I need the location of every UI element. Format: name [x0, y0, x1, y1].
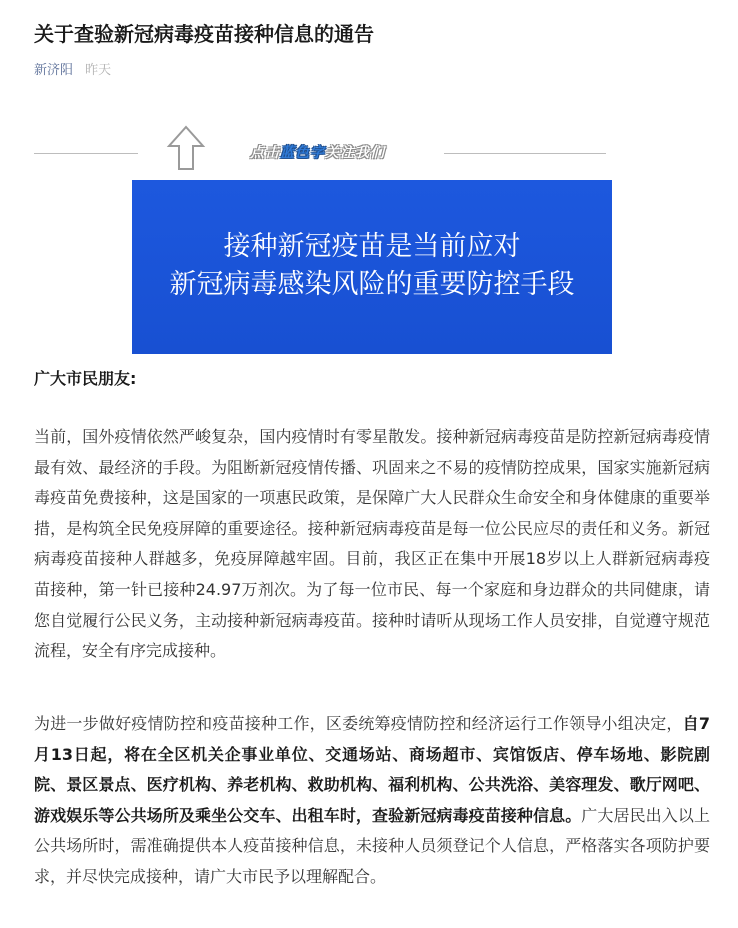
paragraph-2 [34, 709, 710, 893]
hero-line-2: 新冠病毒感染风险的重要防控手段 [169, 269, 575, 300]
follow-us-banner[interactable] [34, 124, 706, 176]
divider-line-right [444, 153, 606, 154]
paragraph-1: 当前，国外疫情依然严峻复杂，国内疫情时有零星散发。接种新冠病毒疫苗是防控新冠病毒疫情最有效、最经济的手段。为阻断新冠疫情传播、巩固来之不易的疫情防控成果，国家实施新冠病毒疫苗免费接种，这是国家的一项惠民政策，是保障广大人民群众生命安全和身体健康的重要举措，是构筑全民免疫屏障的重要途径。接种新冠病毒疫苗是每一位公民应尽的责任和义务。新冠病毒疫苗接种人群越多，免疫屏障越牢固。目前，我区正在集中开展18岁以上人群新冠病毒疫苗接种，第一针已接种24.97万剂次。为了每一位市民、每一个家庭和身边群众的共同健康，请您自觉履行公民义务，主动接种新冠病毒疫苗。接种时请听从现场工作人员安排，自觉遵守规范流程，安全有序完成接种。 [34, 427, 710, 661]
publish-time: 昨天 [85, 63, 112, 78]
up-arrow-icon [166, 124, 206, 172]
paragraph-2-bold: 自7月13日起，将在全区机关企事业单位、交通场站、商场超市、宾馆饭店、停车场地、影院剧院、景区景点、医疗机构、养老机构、救助机构、福利机构、公共洗浴、美容理发、歌厅网吧、游戏娱乐等公共场所及乘坐公交车、出租车时，查验新冠病毒疫苗接种信息。 [34, 714, 710, 825]
account-name-link[interactable]: 新济阳 [34, 63, 74, 78]
follow-text-after: 关注我们 [325, 145, 385, 161]
follow-text-highlight: 蓝色字 [280, 145, 325, 161]
hero-line-1: 接种新冠疫苗是当前应对 [223, 231, 521, 262]
greeting: 广大市民朋友: [34, 369, 137, 388]
divider-line-left [34, 153, 138, 154]
paragraph-2-outro: 广大居民出入以上公共场所时，需准确提供本人疫苗接种信息，未接种人员须登记个人信息，严格落实各项防护要求，并尽快完成接种，请广大市民予以理解配合。 [34, 805, 710, 886]
article-title: 关于查验新冠病毒疫苗接种信息的通告 [34, 22, 374, 46]
paragraph-2-intro: 为进一步做好疫情防控和疫苗接种工作，区委统筹疫情防控和经济运行工作领导小组决定， [34, 714, 683, 733]
article-meta [34, 62, 111, 80]
follow-text-before: 点击 [250, 145, 280, 161]
hero-banner-image [132, 180, 612, 354]
follow-us-text [250, 142, 385, 162]
